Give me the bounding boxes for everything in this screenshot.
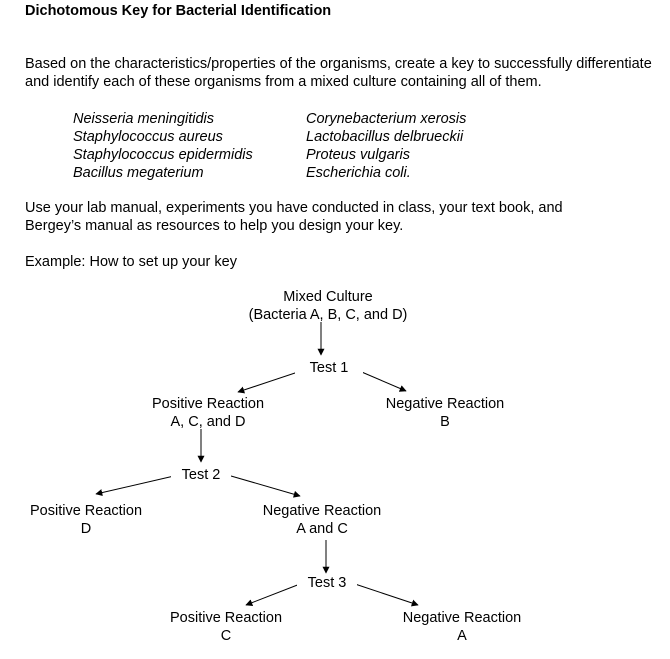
organism-item: Corynebacterium xerosis — [306, 111, 467, 127]
organism-item: Escherichia coli. — [306, 165, 411, 181]
root-label: Mixed Culture — [283, 289, 373, 305]
document-title: Dichotomous Key for Bacterial Identification — [25, 3, 332, 19]
example-label: Example: How to set up your key — [25, 254, 237, 270]
test3-label: Test 3 — [297, 574, 357, 592]
test2-negative-node — [242, 502, 402, 538]
reaction-bacteria: A and C — [296, 521, 348, 537]
reaction-bacteria: D — [80, 521, 92, 537]
reaction-bacteria: B — [440, 414, 450, 430]
organism-item: Bacillus megaterium — [73, 165, 204, 181]
organism-item: Proteus vulgaris — [306, 147, 410, 163]
reaction-label: Positive Reaction — [29, 503, 143, 519]
reaction-label: Positive Reaction — [169, 610, 283, 626]
reaction-bacteria: A — [457, 628, 467, 644]
test1-positive-node — [128, 395, 288, 431]
resources-line: Bergey’s manual as resources to help you design your key. — [25, 218, 404, 234]
intro-paragraph: Based on the characteristics/properties of the organisms, create a key to successfully differentiate and identify each of these organisms from a mixed culture containing all of them. — [25, 56, 652, 90]
reaction-label: Negative Reaction — [385, 396, 505, 412]
arrow-test3-to-negative — [355, 584, 418, 605]
test2-positive-node — [6, 502, 166, 538]
key-root-node — [228, 288, 428, 324]
reaction-label: Positive Reaction — [151, 396, 265, 412]
arrow-test2-to-positive — [96, 476, 174, 494]
test3-negative-node — [382, 609, 542, 645]
test2-label: Test 2 — [171, 466, 231, 484]
arrow-test1-to-negative — [357, 370, 406, 391]
test1-negative-node — [364, 395, 526, 431]
reaction-label: Negative Reaction — [262, 503, 382, 519]
arrow-test2-to-negative — [231, 476, 300, 496]
organism-item: Staphylococcus aureus — [73, 129, 223, 145]
reaction-label: Negative Reaction — [402, 610, 522, 626]
resources-line: Use your lab manual, experiments you have conducted in class, your text book, and — [25, 200, 563, 216]
root-sublabel: (Bacteria A, B, C, and D) — [248, 307, 408, 323]
organism-item: Neisseria meningitidis — [73, 111, 215, 127]
test3-positive-node — [146, 609, 306, 645]
organism-item: Staphylococcus epidermidis — [73, 147, 253, 163]
reaction-bacteria: C — [220, 628, 232, 644]
test1-label: Test 1 — [295, 359, 363, 377]
arrow-test3-to-positive — [246, 584, 300, 605]
reaction-bacteria: A, C, and D — [170, 414, 246, 430]
organism-item: Lactobacillus delbrueckii — [306, 129, 464, 145]
